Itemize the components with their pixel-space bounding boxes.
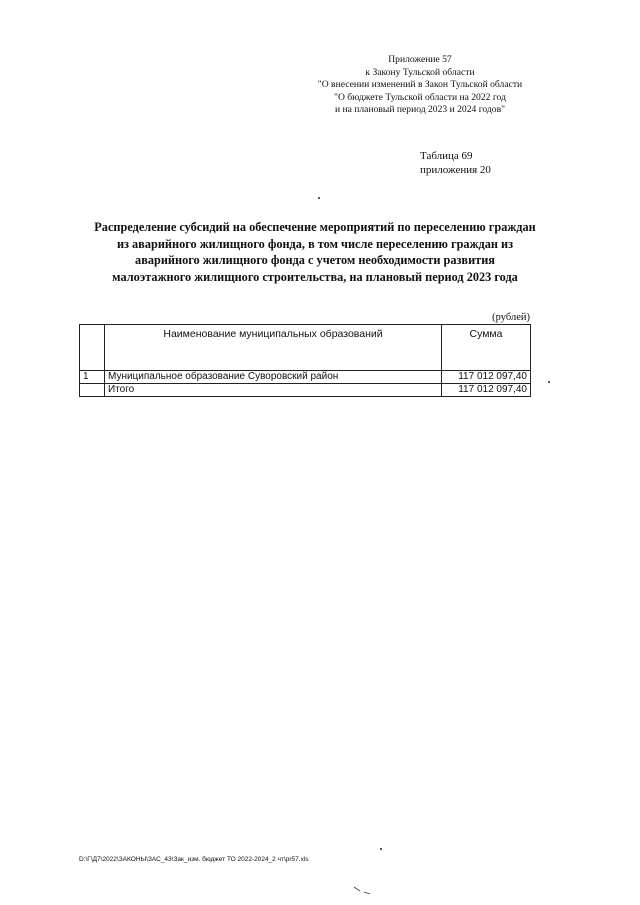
scan-speck — [548, 381, 550, 383]
title-line: из аварийного жилищного фонда, в том числе переселению граждан из — [116, 236, 514, 251]
header-municipality: Наименование муниципальных образований — [105, 325, 442, 371]
currency-unit: (рублей) — [492, 312, 530, 323]
header-line: Приложение 57 — [388, 54, 452, 65]
row-sum: 117 012 097,40 — [442, 371, 531, 384]
document-title — [70, 219, 560, 285]
header-sum: Сумма — [442, 325, 531, 371]
table-reference — [420, 149, 491, 177]
title-line: малоэтажного жилищного строительства, на плановый период 2023 года — [112, 269, 518, 284]
table-header-row — [80, 325, 531, 371]
table-row — [80, 371, 531, 384]
row-sum: 117 012 097,40 — [442, 384, 531, 397]
title-line: Распределение субсидий на обеспечение мероприятий по переселению граждан — [94, 220, 536, 234]
appendix-number: приложения 20 — [420, 164, 491, 176]
header-number — [80, 325, 105, 371]
header-line: "О внесении изменений в Закон Тульской области — [317, 79, 523, 91]
header-line: "О бюджете Тульской области на 2022 год — [334, 91, 506, 103]
row-municipality: Итого — [105, 384, 442, 397]
table-total-row — [80, 384, 531, 397]
subsidy-table — [79, 324, 531, 397]
table-number: Таблица 69 — [420, 150, 473, 162]
title-line: аварийного жилищного фонда с учетом необходимости развития — [135, 253, 495, 267]
file-path-footer: D:\Г\Д7\2022\ЗАКОНЫ\ЗАС_43\Зак_изм. бюджет ТО 2022-2024_2 чт\pr57.xls — [79, 856, 309, 863]
header-line: и на плановый период 2023 и 2024 годов" — [334, 104, 506, 116]
row-municipality: Муниципальное образование Суворовский район — [105, 371, 442, 384]
header-line: к Закону Тульской области — [365, 66, 475, 78]
appendix-header — [300, 54, 540, 117]
scan-speck — [318, 197, 320, 199]
row-number: 1 — [80, 371, 105, 384]
scan-speck — [380, 848, 382, 850]
scan-mark — [352, 884, 374, 896]
row-number — [80, 384, 105, 397]
